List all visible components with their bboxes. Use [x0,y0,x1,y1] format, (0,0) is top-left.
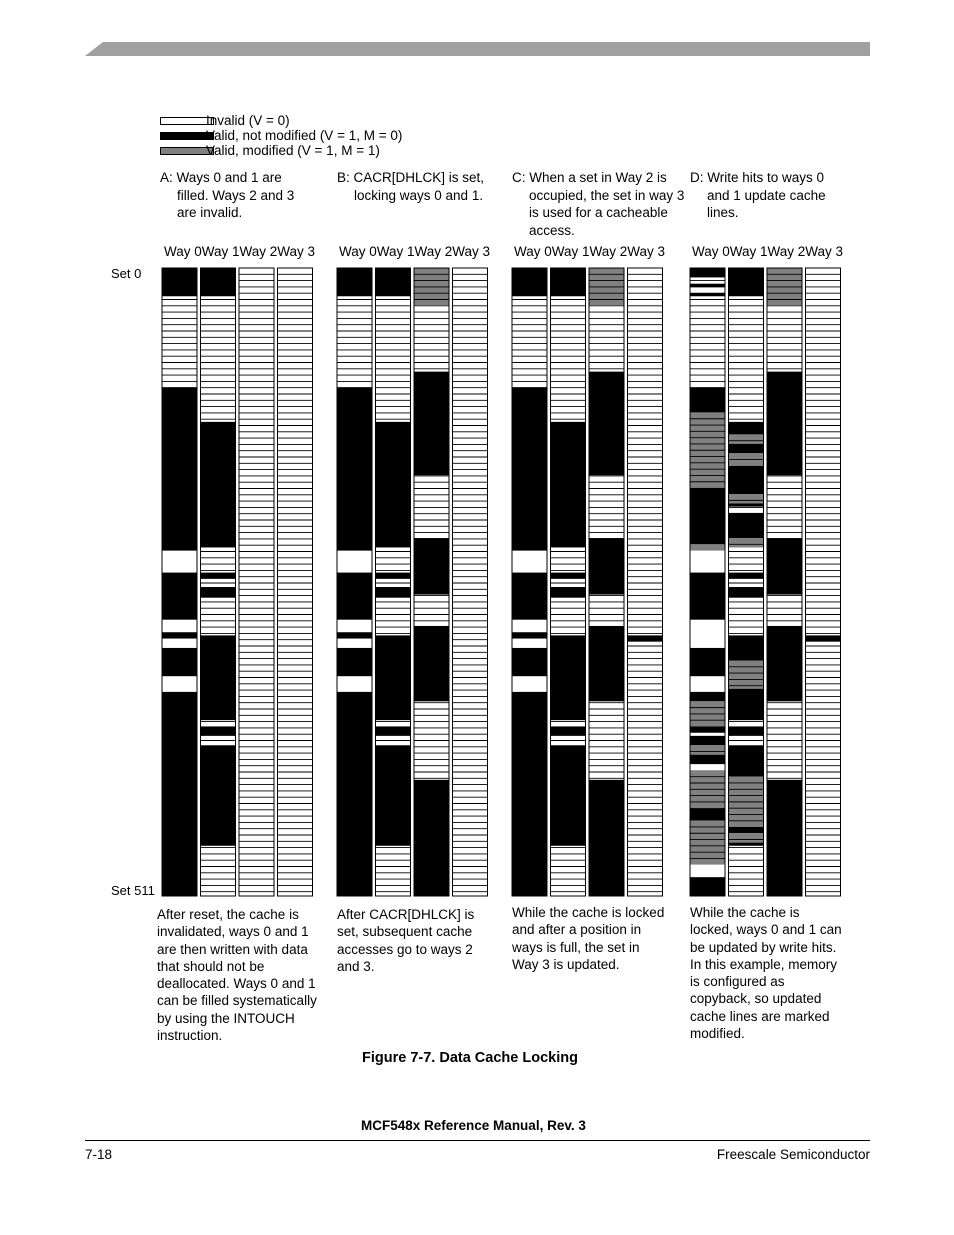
way-2-label: Way 2 [414,244,453,259]
page-number: 7-18 [85,1147,113,1162]
panel-d-caption [690,904,842,1042]
panel-c-way-0-column [512,268,547,896]
set-511-label: Set 511 [111,883,155,898]
modified-segment [729,434,764,443]
modified-segment [729,833,764,842]
way-3-label: Way 3 [452,244,491,259]
valid-segment [414,538,449,595]
valid-segment [337,632,372,638]
caption-line: copyback, so updated [690,991,822,1007]
way-1-label: Way 1 [729,244,768,259]
caption-line: instruction. [157,1028,223,1044]
set-0-label: Set 0 [111,266,142,281]
caption-line: While the cache is [690,905,800,920]
panel-c-way-1-column [551,268,586,896]
valid-segment [162,648,197,676]
figure-title: Figure 7-7. Data Cache Locking [362,1050,578,1066]
valid-segment [767,626,802,701]
way-0-label: Way 0 [514,244,552,259]
valid-segment [201,422,236,548]
valid-segment [589,626,624,701]
valid-segment [690,284,725,287]
way-3-label: Way 3 [805,244,844,259]
panel-d-way-1-column [729,268,764,896]
valid-segment [512,573,547,620]
valid-segment [201,726,236,735]
valid-segment [376,573,411,579]
valid-segment [690,268,725,277]
valid-segment [806,635,841,641]
valid-segment [729,689,764,720]
way-2-label: Way 2 [239,244,278,259]
valid-segment [337,387,372,550]
modified-segment [690,745,725,754]
panel-c-title-line: occupied, the set in way 3 [529,187,685,203]
panel-c-title-line: C: When a set in Way 2 is [512,170,667,185]
valid-segment [201,635,236,720]
valid-segment [337,268,372,296]
valid-segment [589,372,624,476]
caption-line: locked, ways 0 and 1 can [690,922,842,938]
valid-segment [729,726,764,735]
valid-segment [376,422,411,548]
valid-segment [729,587,764,598]
valid-segment [690,755,725,764]
valid-segment [551,268,586,296]
valid-segment [376,635,411,720]
valid-segment [628,635,663,641]
panel-a-way-2-column [239,268,274,896]
valid-segment [551,422,586,548]
panel-d-way-0-column [690,268,725,896]
caption-line: by using the INTOUCH [157,1010,295,1026]
valid-segment [690,736,725,745]
panel-a-title-line: are invalid. [177,205,243,220]
way-1-label: Way 1 [201,244,240,259]
caption-line: accesses go to ways 2 [337,941,473,957]
valid-segment [767,372,802,476]
way-2-label: Way 2 [589,244,628,259]
valid-segment [690,293,725,296]
valid-segment [201,268,236,296]
panel-c-caption [512,904,664,973]
panel-a-title-line: A: Ways 0 and 1 are [160,170,282,185]
valid-segment [512,692,547,896]
legend-label-invalid: Invalid (V = 0) [206,113,290,128]
caption-line: can be filled systematically [157,993,317,1009]
panel-d-title-line: and 1 update cache [707,187,826,203]
modified-segment [729,494,764,503]
valid-segment [162,692,197,896]
panel-b-title-line: locking ways 0 and 1. [354,187,484,203]
way-0-label: Way 0 [164,244,202,259]
caption-line: are then written with data [157,941,308,957]
manual-title: MCF548x Reference Manual, Rev. 3 [361,1118,586,1133]
caption-line: invalidated, ways 0 and 1 [157,924,309,940]
panel-b-caption [337,906,474,975]
valid-segment [337,573,372,620]
valid-segment [551,587,586,598]
valid-segment [512,648,547,676]
valid-segment [690,573,725,620]
valid-segment [729,635,764,660]
panel-c-way-2-column [589,268,624,896]
panel-b-way-3-column [453,268,488,896]
valid-segment [729,745,764,776]
valid-segment [551,573,586,579]
legend-label-modified: Valid, modified (V = 1, M = 1) [206,143,380,158]
valid-segment [162,268,197,296]
caption-line: set, subsequent cache [337,924,473,940]
caption-line: modified. [690,1026,745,1042]
caption-line: After CACR[DHLCK] is [337,907,475,922]
valid-segment [729,827,764,833]
valid-segment [690,488,725,545]
valid-segment [414,372,449,476]
valid-segment [201,573,236,579]
panel-a-way-0-column [162,268,197,896]
valid-segment [589,538,624,595]
valid-segment [729,444,764,453]
valid-segment [337,648,372,676]
valid-segment [729,513,764,538]
valid-segment [512,387,547,550]
valid-segment [729,843,764,846]
panel-c-title-line: is used for a cacheable [529,205,668,220]
valid-segment [729,268,764,296]
panel-c-way-3-column [628,268,663,896]
caption-line: be updated by write hits. [690,939,837,955]
panel-a-caption [157,906,317,1044]
valid-segment [201,587,236,598]
valid-segment [162,573,197,620]
panel-c-title-line: access. [529,222,575,238]
panel-d-title-line: lines. [707,205,739,220]
caption-line: cache lines are marked [690,1008,830,1024]
panel-d-title-line: D: Write hits to ways 0 [690,170,825,185]
footer-divider [85,1140,870,1141]
caption-line: After reset, the cache is [157,907,299,922]
caption-line: that should not be [157,958,265,974]
caption-line: and after a position in [512,922,642,938]
modified-segment [690,544,725,550]
valid-segment [376,726,411,735]
way-0-label: Way 0 [692,244,730,259]
valid-segment [589,780,624,896]
valid-segment [690,387,725,412]
way-2-label: Way 2 [767,244,806,259]
valid-segment [376,268,411,296]
way-1-label: Way 1 [376,244,415,259]
panel-b-way-0-column [337,268,372,896]
valid-segment [729,466,764,494]
caption-line: In this example, memory [690,956,838,972]
caption-line: and 3. [337,958,375,974]
valid-segment [201,745,236,845]
valid-segment [551,726,586,735]
panel-d-way-2-column [767,268,802,896]
modified-segment [729,538,764,547]
panel-a-way-3-column [278,268,313,896]
way-0-label: Way 0 [339,244,377,259]
modified-segment [729,661,764,689]
panel-b-way-2-column [414,268,449,896]
legend-label-valid: Valid, not modified (V = 1, M = 0) [206,128,403,143]
caption-line: While the cache is locked [512,905,665,920]
way-3-label: Way 3 [277,244,316,259]
publisher-name: Freescale Semiconductor [716,1147,870,1162]
valid-segment [337,692,372,896]
caption-line: deallocated. Ways 0 and 1 [157,976,316,992]
valid-segment [414,626,449,701]
valid-segment [690,877,725,896]
valid-segment [551,635,586,720]
panel-d-way-3-column [806,268,841,896]
valid-segment [690,808,725,821]
valid-segment [551,745,586,845]
valid-segment [414,780,449,896]
valid-segment [376,587,411,598]
way-3-label: Way 3 [627,244,666,259]
panel-b-way-1-column [376,268,411,896]
valid-segment [162,632,197,638]
valid-segment [729,422,764,435]
way-1-label: Way 1 [551,244,590,259]
valid-segment [767,780,802,896]
caption-line: ways is full, the set in [512,939,640,955]
valid-segment [162,387,197,550]
panel-a-title-line: filled. Ways 2 and 3 [177,187,295,203]
panel-a-way-1-column [201,268,236,896]
valid-segment [767,538,802,595]
valid-segment [690,726,725,732]
valid-segment [512,268,547,296]
valid-segment [729,573,764,579]
valid-segment [690,692,725,701]
valid-segment [729,504,764,507]
caption-line: is configured as [690,974,785,990]
panel-b-title-line: B: CACR[DHLCK] is set, [337,170,485,185]
valid-segment [690,648,725,676]
valid-segment [512,632,547,638]
valid-segment [376,745,411,845]
caption-line: Way 3 is updated. [512,956,620,972]
